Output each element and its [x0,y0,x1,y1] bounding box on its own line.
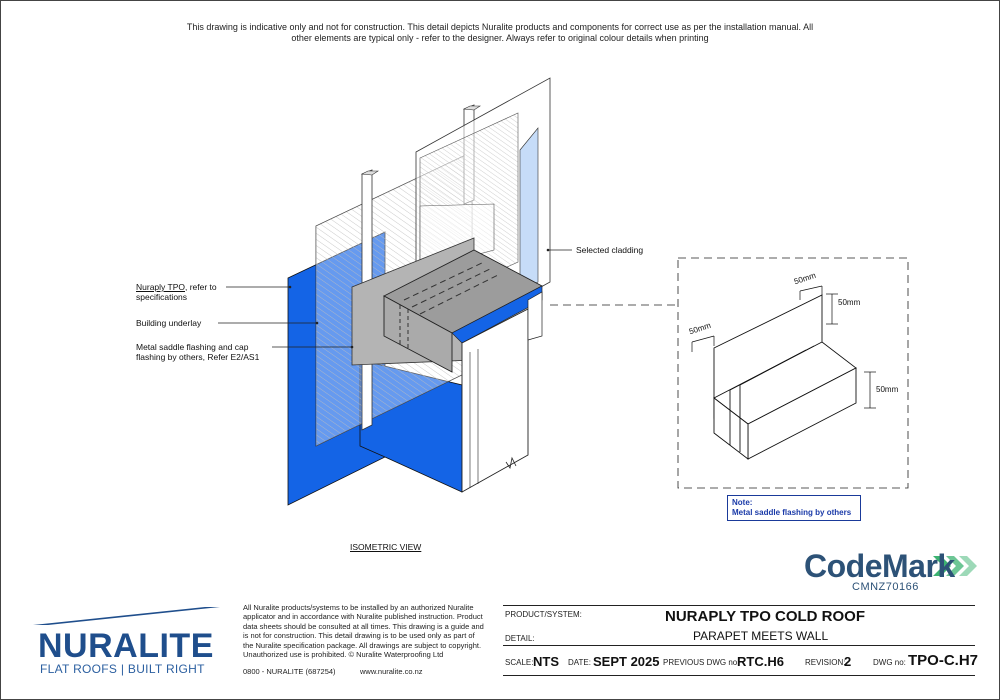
dim-label-2: 50mm [792,270,817,287]
detail-label: DETAIL: [505,634,535,643]
codemark-code: CMNZ70166 [852,581,919,593]
title-block-line-bottom [503,675,975,676]
dwg-no-value: TPO-C.H7 [908,652,979,669]
prev-dwg-label: PREVIOUS DWG no: [663,658,740,667]
label-selected-cladding: Selected cladding [576,245,644,255]
nuralite-tagline: FLAT ROOFS | BUILT RIGHT [40,662,205,676]
label-building-underlay: Building underlay [136,318,202,328]
company-phone: 0800 - NURALITE (687254) [243,667,336,676]
label-nuraply-tpo [136,282,217,302]
revision-label: REVISION: [805,658,846,667]
company-info: All Nuralite products/systems to be installed by an authorized Nuralite applicator and in accordance with Nuralite published instruction. Product data sheets should be consulted at all times. This drawing is a guide and is not for construction. This detail drawing is to be used only as part of the Nuralite specification package. All drawings are subject to copyright. Unauthorized use is prohibited. © Nuralite Waterproofing Ltd [243,603,484,660]
codemark-logo-text: CodeMark [804,548,955,584]
nuralite-logo-text: NURALITE [38,627,214,665]
note-text: Metal saddle flashing by others [732,508,852,517]
label-tpo-line1: Nuraply TPO [136,282,185,292]
prev-dwg-value: RTC.H6 [737,654,784,669]
detail-name: PARAPET MEETS WALL [693,629,829,643]
date-value: SEPT 2025 [593,654,660,669]
dim-label-3: 50mm [838,298,861,307]
product-name: NURAPLY TPO COLD ROOF [665,608,866,625]
company-website[interactable]: www.nuralite.co.nz [360,667,423,676]
title-block-line-mid [503,645,975,646]
label-flashing-line1: Metal saddle flashing and cap [136,342,249,352]
label-saddle-flashing [136,342,259,362]
scale-label: SCALE: [505,658,534,667]
dim-label-1: 50mm [687,320,712,337]
note-box [727,495,861,521]
date-label: DATE: [568,658,591,667]
dwg-no-label: DWG no: [873,658,906,667]
nuralite-logo-roof [33,607,220,625]
title-block-line-top [503,605,975,606]
revision-value: 2 [844,654,852,669]
label-tpo-suffix: , refer to [184,282,217,292]
cladding-blue-strip [520,128,538,290]
product-label: PRODUCT/SYSTEM: [505,610,582,619]
disclaimer-text: This drawing is indicative only and not for construction. This detail depicts Nuralite products and components for correct use as per the installation manual. All other elements are typical only - refer to the designer. Always refer to original colour details when printing [186,22,814,43]
saddle-flashing-detail [714,295,856,459]
scale-value: NTS [533,654,559,669]
view-title: ISOMETRIC VIEW [350,542,422,552]
note-title: Note: [732,498,753,507]
label-tpo-line2: specifications [136,292,188,302]
dim-label-4: 50mm [876,385,899,394]
label-flashing-line2: flashing by others, Refer E2/AS1 [136,352,260,362]
